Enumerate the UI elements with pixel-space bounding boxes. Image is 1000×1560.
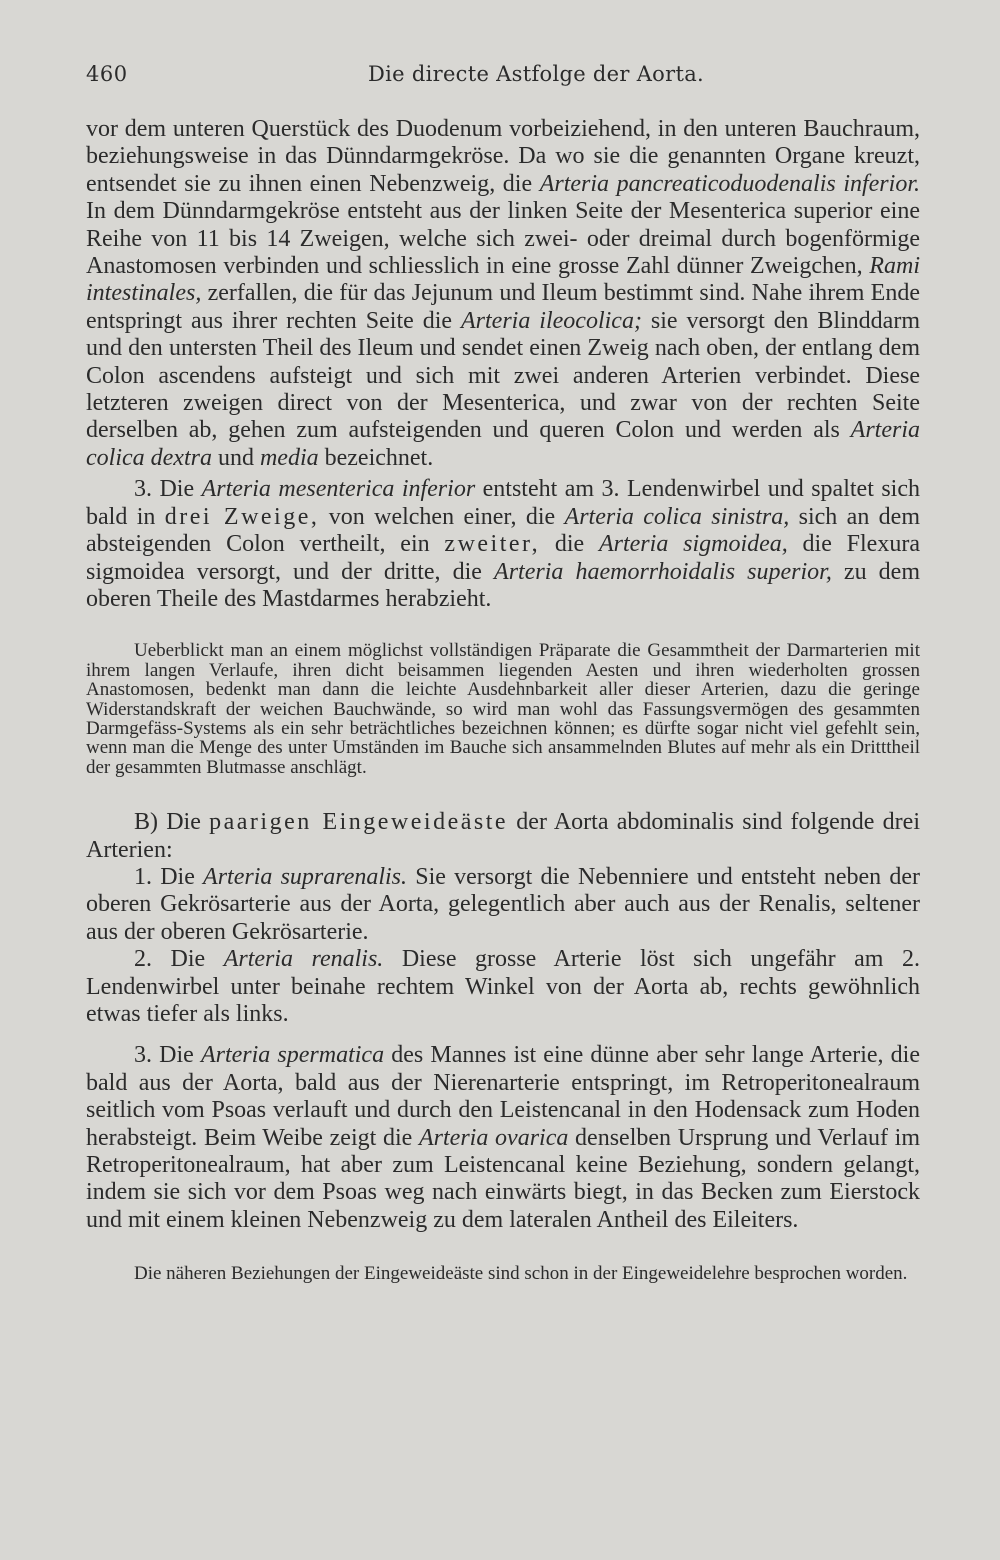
text-run: entsteht am 3. Lendenwirbel und spaltet sich bald in xyxy=(86,476,920,530)
paragraph-arteria-suprarenalis xyxy=(86,864,920,946)
text-run: In dem Dünndarmgekröse entsteht aus der linken Seite der Mesenterica superior eine Reihe von 11 bis 14 Zweigen, welche sich zwei- oder dreimal durch bogenförmige Anastomosen verbinden und schliesslich in eine grosse Zahl dünner Zweigchen, xyxy=(86,198,920,280)
text-run: die xyxy=(540,531,599,558)
text-run: vor dem unteren Querstück des Duodenum vorbeiziehend, in den unteren Bauchraum, beziehungsweise in das Dünndarmgekröse. Da wo sie die genannten Organe kreuzt, entsendet sie zu ihnen einen Nebenzweig, die xyxy=(86,116,920,197)
term-arteria-colica-sinistra: Arteria colica sinistra, xyxy=(564,503,790,530)
text-run: sich an dem absteigenden Colon vertheilt, ein xyxy=(86,503,921,558)
term-arteria-sigmoidea: Arteria sigmoidea, xyxy=(598,531,788,558)
paragraph-arteria-spermatica xyxy=(86,1042,920,1234)
text-run: zu dem oberen Theile des Mastdarmes herabzieht. xyxy=(86,558,920,612)
page-body xyxy=(86,116,920,1284)
page-number: 460 xyxy=(86,62,128,86)
term-arteria-ileocolica: Arteria ileocolica; xyxy=(461,307,642,334)
text-run: zerfallen, die für das Jejunum und Ileum bestimmt sind. Nahe ihrem Ende entspringt aus ihrer rechten Seite die xyxy=(86,280,920,334)
text-run: der Aorta abdominalis sind folgende drei Arterien: xyxy=(86,809,920,863)
running-title: Die directe Astfolge der Aorta. xyxy=(367,62,704,86)
term-arteria-suprarenalis: Arteria suprarenalis. xyxy=(203,863,408,890)
spaced-text: zweiter, xyxy=(444,531,541,558)
term-arteria-renalis: Arteria renalis. xyxy=(223,946,384,973)
text-run: bezeichnet. xyxy=(318,444,434,471)
text-run: sie versorgt den Blinddarm und den untersten Theil des Ileum und sendet einen Zweig nach oben, der entlang dem Colon ascendens aufsteigt und sich mit zwei anderen Arterien verbindet. Diese letzteren zweigen direct von der Mesenterica, und zwar von der rechten Seite derselben ab, gehen zum aufsteigenden und queren Colon und werden als xyxy=(86,307,920,444)
paragraph-mesenterica-superior xyxy=(86,116,920,472)
small-print-note-darmarterien: Ueberblickt man an einem möglichst vollständigen Präparate die Gesammtheit der Darmarterien mit ihrem langen Verlaufe, ihren dicht beisammen liegenden Aesten und ihren wiederholten grossen Anastomosen, bedenkt man dann die leichte Ausdehnbarkeit aller dieser Arterien, dazu die geringe Widerstandskraft der weichen Bauchwände, so wird man wohl das Fassungsvermögen des gesammten Darmgefäss-Systems als ein sehr beträchtliches bezeichnen können; es dürfte sogar nicht viel gefehlt sein, wenn man die Menge des unter Umständen im Bauche sich ansammelnden Blutes auf mehr als ein Dritttheil der gesammten Blutmasse anschlägt. xyxy=(86,640,920,778)
term-arteria-ovarica: Arteria ovarica xyxy=(419,1124,569,1151)
spaced-text: paarigen Eingeweideäste xyxy=(209,809,509,836)
paragraph-arteria-renalis xyxy=(86,946,920,1028)
term-arteria-spermatica: Arteria spermatica xyxy=(200,1042,385,1069)
text-run: 3. Die xyxy=(134,1042,201,1069)
term-arteria-colica-dextra: Arteria colica dextra xyxy=(86,417,920,471)
text-run: von welchen einer, die xyxy=(319,503,565,530)
page-header xyxy=(86,62,926,92)
text-run: Sie versorgt die Nebenniere und entsteht neben der oberen Gekrösarterie aus der Aorta, gelegentlich aber auch aus der Renalis, seltener aus der oberen Gekrösarterie. xyxy=(86,863,920,945)
small-print-note-eingeweideaeste: Die näheren Beziehungen der Eingeweideäste sind schon in der Eingeweidelehre besprochen worden. xyxy=(134,1263,908,1285)
term-arteria-mesenterica-inferior: Arteria mesenterica inferior xyxy=(201,476,476,503)
spaced-text: drei Zweige, xyxy=(164,503,320,530)
text-run: Diese grosse Arterie löst sich ungefähr am 2. Lendenwirbel unter beinahe rechtem Winkel von der Aorta ab, rechts gewöhnlich etwas tiefer als links. xyxy=(86,946,920,1027)
term-arteria-haemorrhoidalis-superior: Arteria haemorrhoidalis superior, xyxy=(494,558,832,585)
text-run: 1. Die xyxy=(134,863,204,890)
text-run: B) Die xyxy=(134,809,210,836)
term-media: media xyxy=(259,444,319,471)
text-run: 3. Die xyxy=(134,476,202,503)
text-run: die Flexura sigmoidea versorgt, und der dritte, die xyxy=(86,531,920,585)
section-b-heading-paragraph xyxy=(86,809,920,864)
term-rami-intestinales: Rami intestinales, xyxy=(86,253,920,307)
paragraph-mesenterica-inferior xyxy=(86,476,920,613)
text-run: denselben Ursprung und Verlauf im Retroperitonealraum, hat aber zum Leistencanal keine Beziehung, sondern gelangt, indem sie sich vor dem Psoas weg nach einwärts biegt, in das Becken zum Eierstock und mit einem kleinen Nebenzweig zu dem lateralen Antheil des Eileiters. xyxy=(86,1124,920,1233)
term-arteria-pancreaticoduodenalis-inferior: Arteria pancreaticoduodenalis inferior. xyxy=(539,170,920,197)
text-run: des Mannes ist eine dünne aber sehr lange Arterie, die bald aus der Aorta, bald aus der Nierenarterie entspringt, im Retroperitonealraum seitlich vom Psoas verlauft und durch den Leistencanal in den Hodensack zum Hoden herabsteigt. Beim Weibe zeigt die xyxy=(86,1042,921,1151)
text-run: und xyxy=(211,444,260,471)
text-run: 2. Die xyxy=(134,946,224,973)
